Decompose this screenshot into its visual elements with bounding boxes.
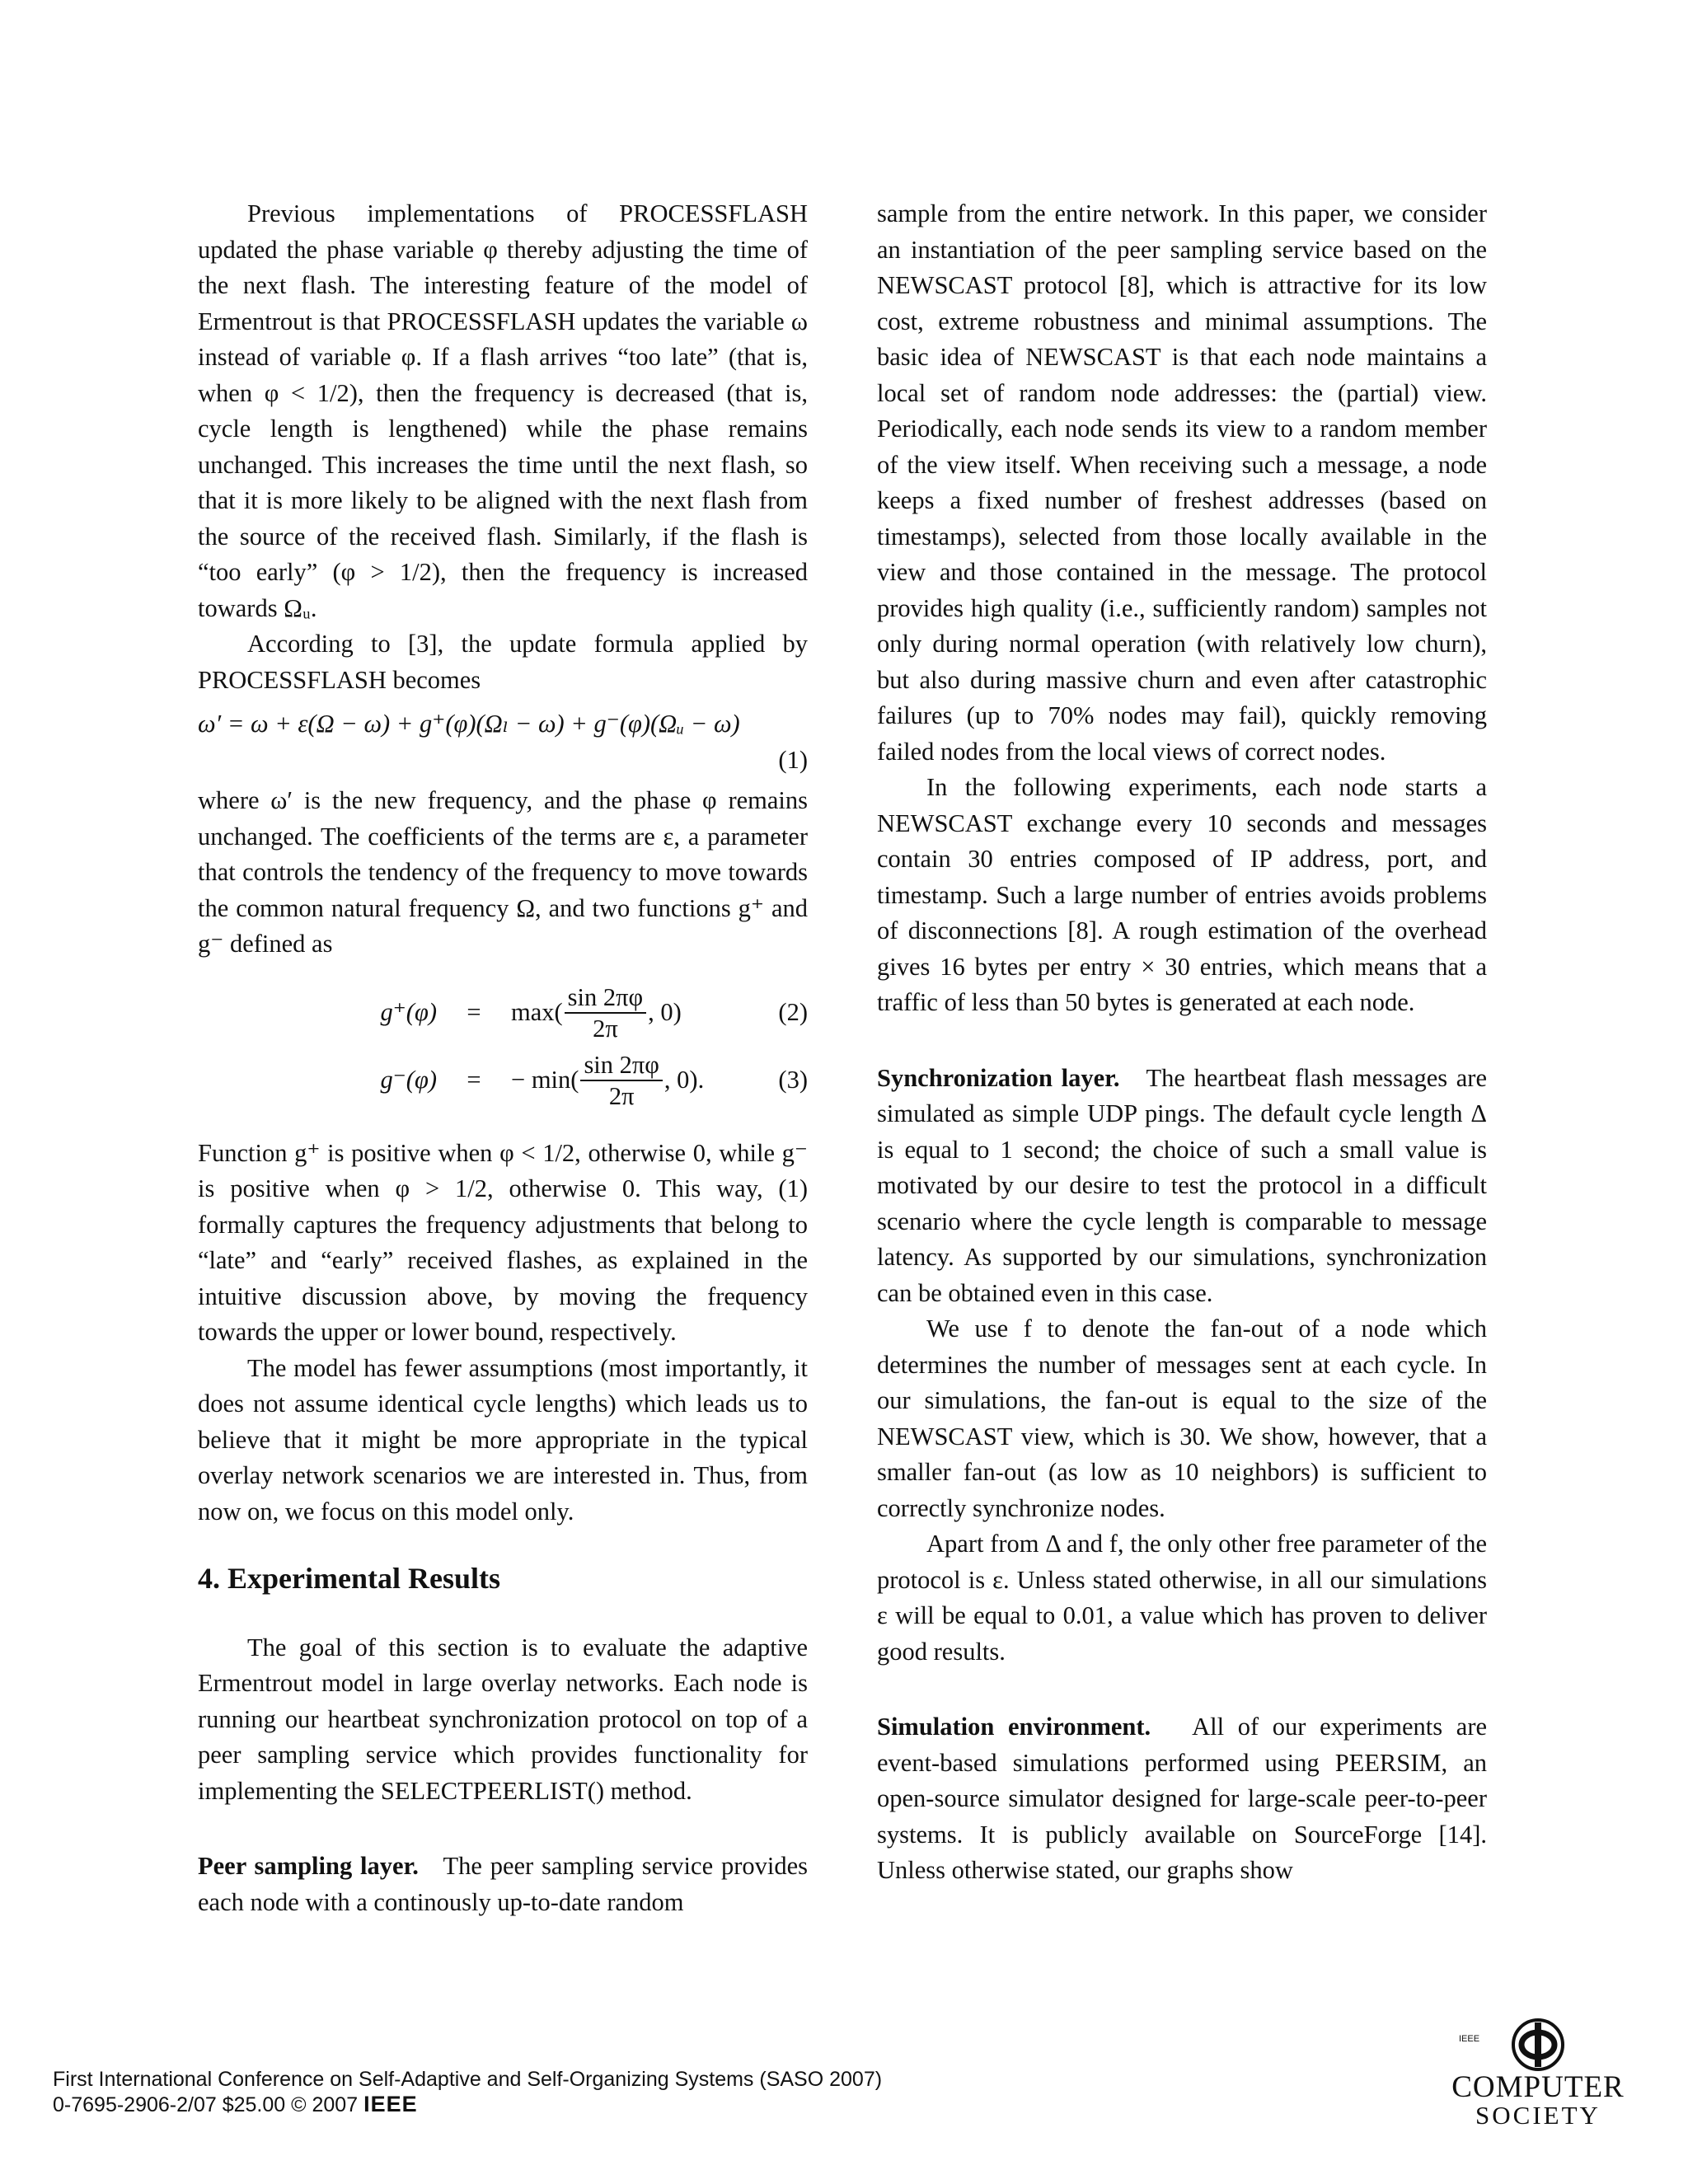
paragraph: In the following experiments, each node starts a NEWSCAST exchange every 10 seconds and messages contain 30 entries composed of IP address, port, and timestamp. Such a large number of entries avoids problems of disconnections [8]. A rough estimation of the overhead gives 16 bytes per entry × 30 entries, which means that a traffic of less than 50 bytes is generated at each node.: [877, 773, 1487, 1016]
equation-1-number: (1): [778, 745, 808, 774]
left-column: [198, 196, 808, 1920]
paragraph: Previous implementations of PROCESSFLASH updated the phase variable φ thereby adjusting the time of the next flash. The interesting feature of the model of Ermentrout is that PROCESSFLASH updates the variable ω instead of variable φ. If a flash arrives “too late” (that is, when φ < 1/2), then the frequency is decreased (that is, cycle length is lengthened) while the phase remains unchanged. This increases the time until the next flash, so that it is more likely to be aligned with the next flash from the source of the received flash. Similarly, if the flash is “too early” (φ > 1/2), then the frequency is increased towards Ωᵤ.: [198, 199, 808, 622]
paragraph-body: All of our experiments are event-based simulations performed using PEERSIM, an open-source simulator designed for large-scale peer-to-peer systems. It is publicly available on SourceForge [14]. Unless otherwise stated, our graphs show: [877, 1713, 1488, 1884]
equation-2-pre: max(: [511, 997, 563, 1026]
paragraph: We use f to denote the fan-out of a node which determines the number of messages sent at each cycle. In our simulations, the fan-out is equal to the size of the NEWSCAST view, which is 30. We show, however, that a smaller fan-out (as low as 10 neighbors) is sufficient to correctly synchronize nodes.: [877, 1315, 1487, 1522]
paragraph: [877, 1061, 1487, 1312]
paragraph: sample from the entire network. In this paper, we consider an instantiation of the peer sampling service based on the NEWSCAST protocol [8], which is attractive for its low cost, extreme robustness and minimal assumptions. The basic idea of NEWSCAST is that each node maintains a local set of random node addresses: the (partial) view. Periodically, each node sends its view to a random member of the view itself. When receiving such a message, a node keeps a fixed number of freshest addresses (based on timestamps), selected from those locally available in the view and those contained in the message. The protocol provides high quality (i.e., sufficiently random) samples not only during normal operation (with relatively low churn), but also during massive churn and even after catastrophic failures (up to 70% nodes may fail), quickly removing failed nodes from the local views of correct nodes.: [877, 199, 1487, 766]
fraction: [565, 982, 646, 1043]
equation-2-post: , 0): [648, 997, 682, 1026]
section-heading: 4. Experimental Results: [198, 1562, 500, 1595]
paragraph-body: The heartbeat flash messages are simulated as simple UDP pings. The default cycle length Δ is equal to 1 second; the choice of such a small value is motivated by our desire to test the protocol in a difficult scenario where the cycle length is comparable to message latency. As supported by our simulations, synchronization can be obtained even in this case.: [877, 1063, 1487, 1307]
paragraph: [877, 1709, 1487, 1889]
fraction: [580, 1050, 662, 1111]
paragraph: where ω′ is the new frequency, and the phase φ remains unchanged. The coefficients of the terms are ε, a parameter that controls the tendency of the frequency to move towards the common natural frequency Ω, and two functions g⁺ and g⁻ defined as: [198, 786, 808, 958]
run-in-heading: Peer sampling layer.: [198, 1852, 419, 1880]
fraction-numerator: sin 2πφ: [565, 982, 646, 1014]
fraction-denominator: 2π: [593, 1014, 618, 1043]
paragraph: [198, 1849, 808, 1920]
equation-2-rhs: [511, 982, 758, 1043]
equation-2-number: (2): [778, 997, 808, 1026]
spacer: [877, 1670, 1487, 1709]
run-in-heading: Synchronization layer.: [877, 1063, 1120, 1092]
isbn-text: 0-7695-2906-2/07 $25.00 © 2007: [53, 2093, 359, 2116]
right-column: [877, 196, 1487, 1889]
logo-ieee-text: IEEE: [1459, 2034, 1480, 2044]
equation-3-post: , 0).: [663, 1065, 705, 1094]
equation-1: [198, 706, 808, 743]
spacer: [198, 1809, 808, 1849]
run-in-heading: Simulation environment.: [877, 1713, 1151, 1741]
page-footer: [53, 2067, 882, 2117]
fraction-numerator: sin 2πφ: [580, 1050, 662, 1081]
paragraph: Apart from Δ and f, the only other free parameter of the protocol is ε. Unless stated otherwise, in all our simulations ε will be equal to 0.01, a value which has proven to deliver good results.: [877, 1530, 1487, 1666]
ieee-wordmark: IEEE: [363, 2092, 418, 2116]
paragraph-body: The peer sampling service provides each node with a continously up-to-date random: [198, 1852, 808, 1916]
equation-3-pre: − min(: [511, 1065, 579, 1094]
equation-2: [198, 979, 808, 1047]
fraction-denominator: 2π: [608, 1081, 635, 1110]
isbn-line: [53, 2092, 882, 2117]
equation-2-lhs: g⁺(φ): [380, 997, 437, 1026]
equation-3-rhs: [511, 1050, 758, 1111]
logo-line-2: SOCIETY: [1475, 2101, 1601, 2130]
equation-1-body: ω′ = ω + ε(Ω − ω) + g⁺(φ)(Ωₗ − ω) + g⁻(φ)(Ωᵤ − ω): [198, 710, 740, 738]
computer-society-logo-icon: [1509, 2018, 1567, 2072]
equation-3-lhs: g⁻(φ): [380, 1065, 437, 1094]
paragraph: Function g⁺ is positive when φ < 1/2, otherwise 0, while g⁻ is positive when φ > 1/2, otherwise 0. This way, (1) formally captures the frequency adjustments that belong to “late” and “early” received flashes, as explained in the intuitive discussion above, by moving the frequency towards the upper or lower bound, respectively.: [198, 1138, 808, 1346]
equals-sign: =: [467, 997, 481, 1026]
logo-line-1: COMPUTER: [1451, 2070, 1625, 2104]
equation-3-number: (3): [778, 1065, 808, 1094]
paragraph: According to [3], the update formula applied by PROCESSFLASH becomes: [198, 630, 808, 694]
paragraph: The goal of this section is to evaluate the adaptive Ermentrout model in large overlay networks. Each node is running our heartbeat synchronization protocol on top of a peer sampling service which provides functionality for implementing the SELECTPEERLIST() method.: [198, 1633, 808, 1805]
equation-array: [198, 979, 808, 1114]
conference-line: First International Conference on Self-Adaptive and Self-Organizing Systems (SASO 2007): [53, 2068, 883, 2091]
computer-society-logo: [1447, 2018, 1629, 2158]
paragraph: The model has fewer assumptions (most importantly, it does not assume identical cycle lengths) which leads us to believe that it might be more appropriate in the typical overlay network scenarios we are interested in. Thus, from now on, we focus on this model only.: [198, 1353, 808, 1526]
spacer: [877, 1021, 1487, 1061]
equation-3: [198, 1047, 808, 1114]
equals-sign: =: [467, 1065, 481, 1094]
